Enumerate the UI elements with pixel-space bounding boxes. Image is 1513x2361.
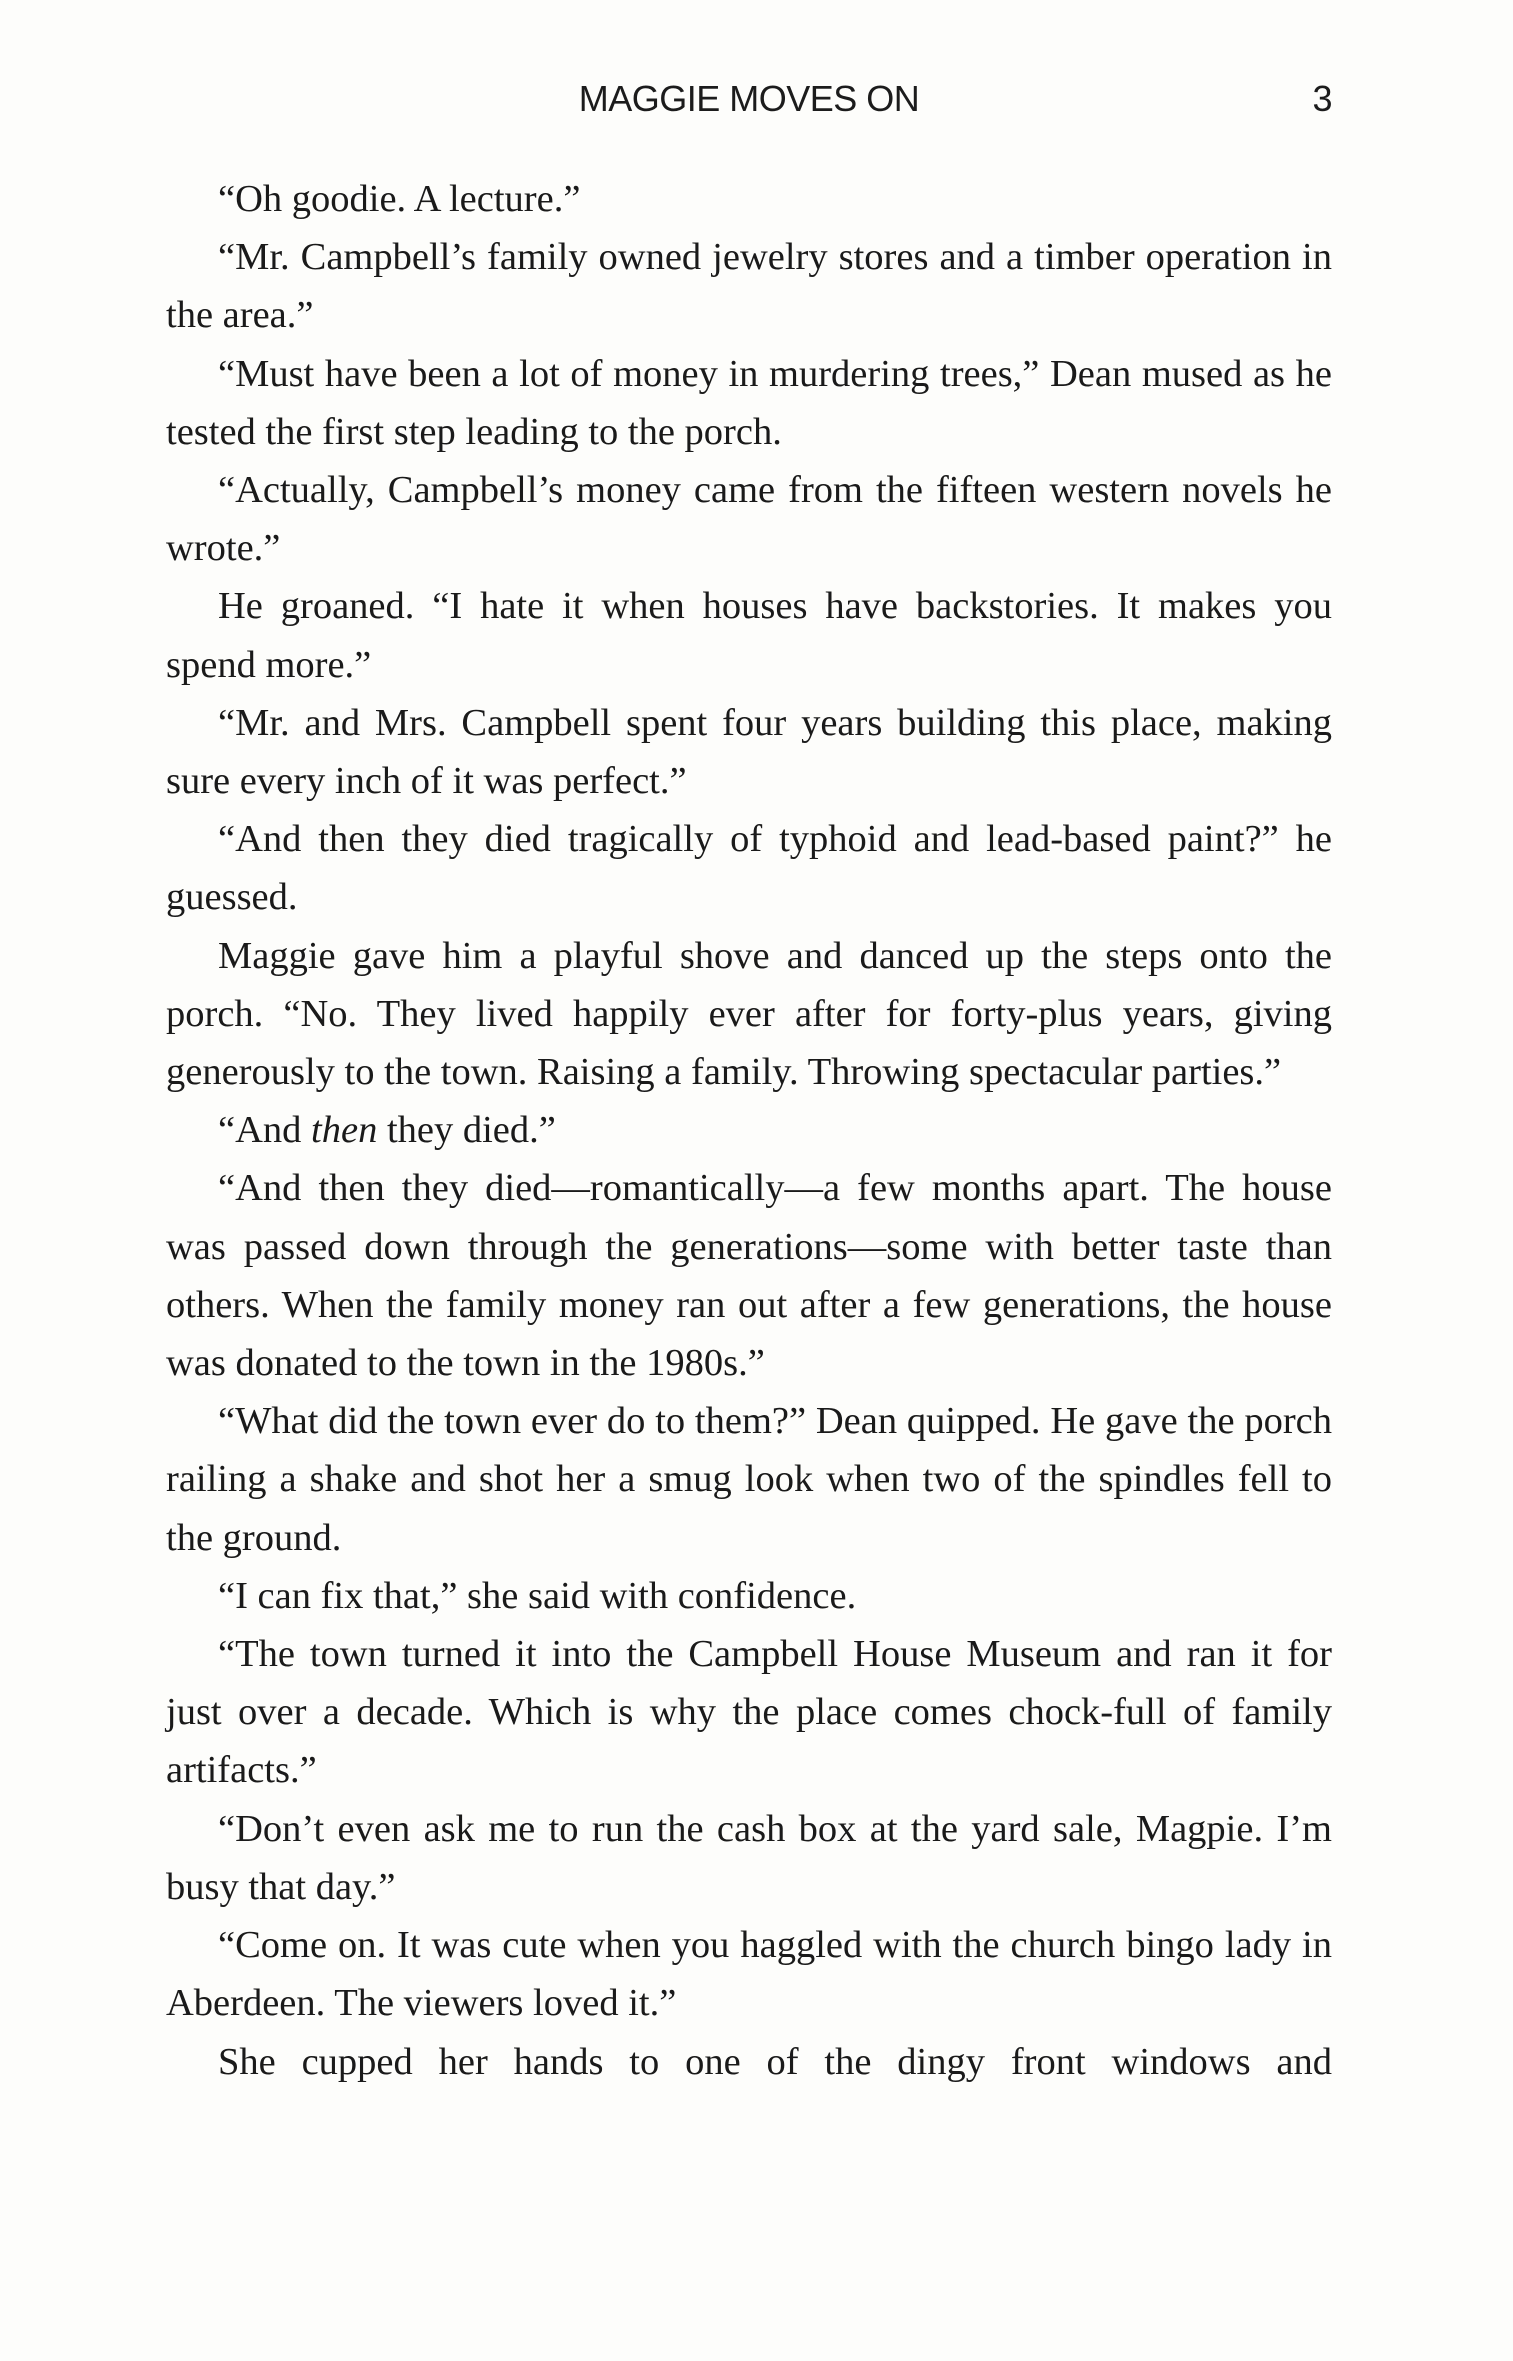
emphasized-word: then (311, 1109, 378, 1152)
body-text (166, 170, 1332, 2091)
paragraph: “Mr. and Mrs. Campbell spent four years building this place, making sure every inch of it was perfect.” (166, 701, 1332, 803)
paragraph: He groaned. “I hate it when houses have backstories. It makes you spend more.” (166, 585, 1332, 686)
paragraph: Maggie gave him a playful shove and danced up the steps onto the porch. “No. They lived happily ever after for forty-plus years, giving generously to the town. Raising a family. Throwing spectacular parties.” (166, 934, 1332, 1094)
paragraph: “Come on. It was cute when you haggled with the church bingo lady in Aberdeen. The viewers loved it.” (166, 1924, 1332, 2025)
paragraph (166, 1101, 1332, 1159)
book-title: MAGGIE MOVES ON (578, 78, 920, 119)
running-head (166, 78, 1332, 128)
paragraph-text: “And (218, 1109, 312, 1152)
paragraph: “Must have been a lot of money in murdering trees,” Dean mused as he tested the first step leading to the porch. (166, 352, 1332, 453)
paragraph: “I can fix that,” she said with confidence. (218, 1574, 857, 1617)
paragraph: “And then they died—romantically—a few months apart. The house was passed down through the generations—some with better taste than others. When the family money ran out after a few generations, the house was donated to the town in the 1980s.” (166, 1167, 1332, 1385)
paragraph: “Actually, Campbell’s money came from the fifteen western novels he wrote.” (166, 469, 1332, 570)
page-number: 3 (1312, 78, 1332, 119)
paragraph: “Don’t even ask me to run the cash box at the yard sale, Magpie. I’m busy that day.” (166, 1807, 1332, 1908)
paragraph: She cupped her hands to one of the dingy front windows and (218, 2040, 1332, 2083)
paragraph: “What did the town ever do to them?” Dean quipped. He gave the porch railing a shake and shot her a smug look when two of the spindles fell to the ground. (166, 1400, 1332, 1559)
paragraph: “The town turned it into the Campbell House Museum and ran it for just over a decade. Which is why the place comes chock-full of family artifacts.” (166, 1633, 1332, 1792)
paragraph: “Oh goodie. A lecture.” (218, 178, 581, 220)
paragraph: “And then they died tragically of typhoid and lead-based paint?” he guessed. (166, 818, 1332, 919)
paragraph-text: they died.” (377, 1109, 556, 1152)
paragraph: “Mr. Campbell’s family owned jewelry stores and a timber operation in the area.” (166, 236, 1332, 337)
